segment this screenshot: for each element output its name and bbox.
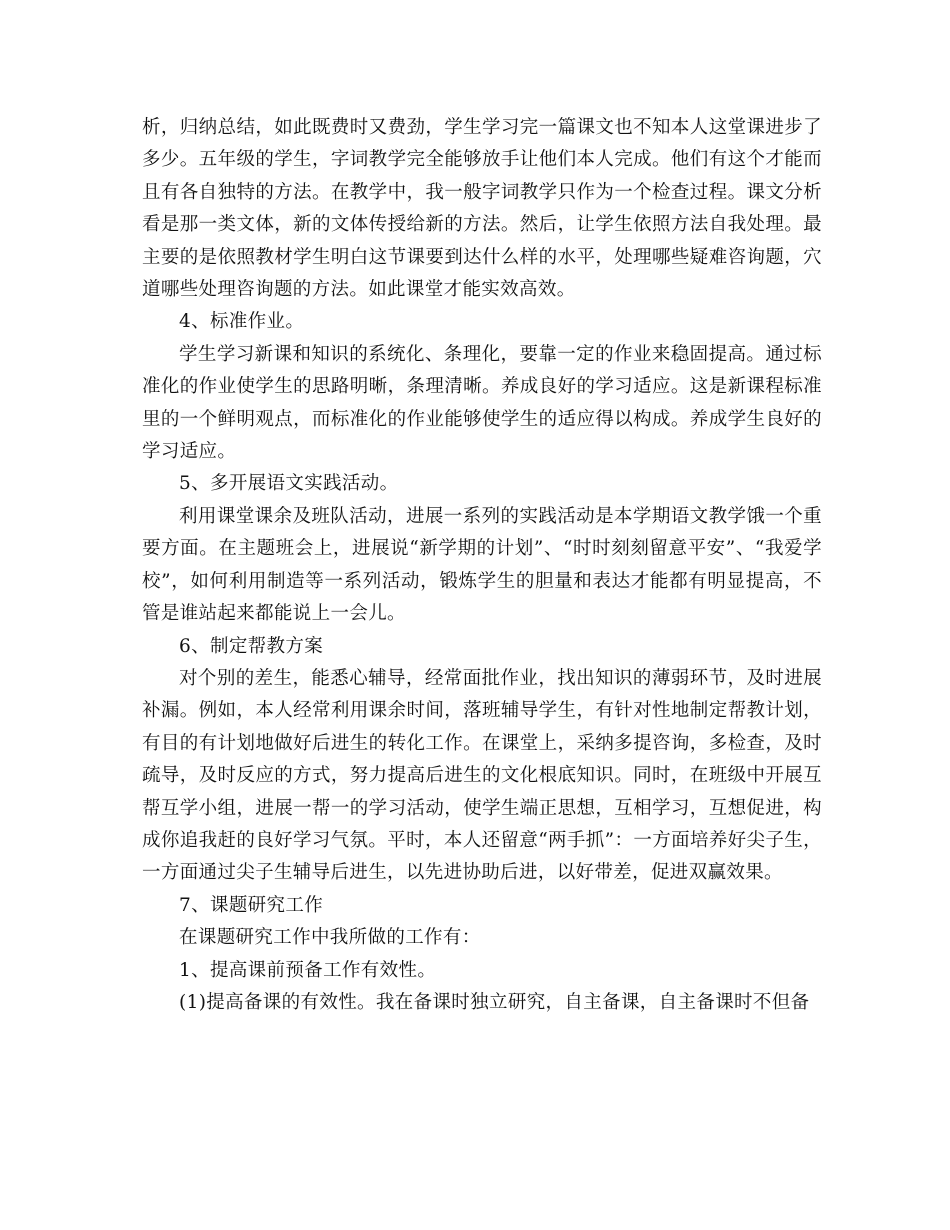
heading-standard-homework: 4、标准作业。 (179, 311, 305, 333)
heading-research-work: 7、课题研究工作 (179, 894, 324, 916)
heading-practice-activities: 5、多开展语文实践活动。 (179, 473, 399, 495)
heading-tutoring-plan: 6、制定帮教方案 (179, 635, 324, 657)
paragraph-lesson-preparation: (1)提高备课的有效性。我在备课时独立研究，自主备课，自主备课时不但备 (179, 991, 810, 1013)
paragraph-standard-homework: 学生学习新课和知识的系统化、条理化，要靠一定的作业来稳固提高。通过标准化的作业使学生的思路明晰，条理清晰。养成良好的学习适应。这是新课程标准里的一个鲜明观点，而标准化的作业能够使学生的适应得以构成。养成学生良好的学习适应。 (142, 343, 822, 463)
paragraph-tutoring-plan: 对个别的差生，能悉心辅导，经常面批作业，找出知识的薄弱环节，及时进展补漏。例如，本人经常利用课余时间，落班辅导学生，有针对性地制定帮教计划，有目的有计划地做好后进生的转化工作。在课堂上，采纳多提咨询，多检查，及时疏导，及时反应的方式，努力提高后进生的文化根底知识。同时，在班级中开展互帮互学小组，进展一帮一的学习活动，使学生端正思想，互相学习，互想促进，构成你追我赶的良好学习气氛。平时，本人还留意“两手抓”：一方面培养好尖子生，一方面通过尖子生辅导后进生，以先进协助后进，以好带差，促进双赢效果。 (142, 667, 822, 884)
paragraph-research-intro: 在课题研究工作中我所做的工作有： (179, 927, 481, 949)
document-body (142, 112, 822, 1019)
heading-preparation-effectiveness: 1、提高课前预备工作有效性。 (179, 959, 437, 981)
paragraph-practice-activities: 利用课堂课余及班队活动，进展一系列的实践活动是本学期语文教学饿一个重要方面。在主题班会上，进展说“新学期的计划”、“时时刻刻留意平安”、“我爱学校”，如何利用制造等一系列活动，锻炼学生的胆量和表达才能都有明显提高，不管是谁站起来都能说上一会儿。 (142, 505, 822, 625)
paragraph-continued: 析，归纳总结，如此既费时又费劲，学生学习完一篇课文也不知本人这堂课进步了多少。五年级的学生，字词教学完全能够放手让他们本人完成。他们有这个才能而且有各自独特的方法。在教学中，我一般字词教学只作为一个检查过程。课文分析看是那一类文体，新的文体传授给新的方法。然后，让学生依照方法自我处理。最主要的是依照教材学生明白这节课要到达什么样的水平，处理哪些疑难咨询题，穴道哪些处理咨询题的方法。如此课堂才能实效高效。 (142, 117, 822, 301)
